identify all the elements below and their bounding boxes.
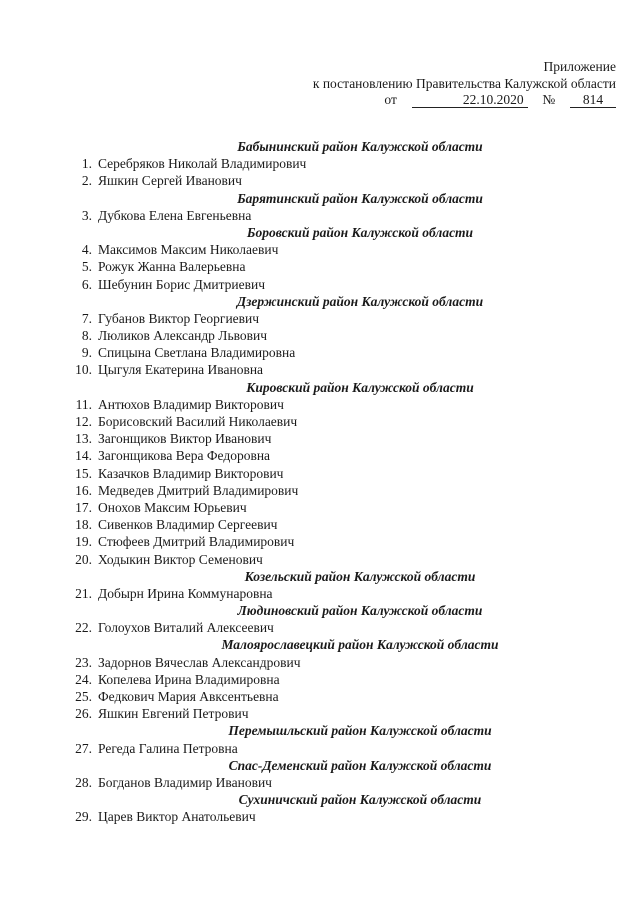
person-name: Богданов Владимир Иванович (98, 774, 272, 790)
item-number: 15. (75, 465, 92, 481)
list-item (0, 499, 640, 516)
list-item (0, 172, 640, 189)
district-heading: Козельский район Калужской области (244, 568, 476, 584)
list-item (0, 551, 640, 568)
item-number: 14. (75, 448, 92, 464)
person-name: Медведев Дмитрий Владимирович (98, 482, 299, 498)
item-number: 13. (75, 431, 92, 447)
list-item (0, 344, 640, 361)
person-name: Ходыкин Виктор Семенович (98, 551, 263, 567)
district-heading: Перемышльский район Калужской области (228, 723, 492, 739)
person-name: Стюфеев Дмитрий Владимирович (98, 534, 295, 550)
person-name: Онохов Максим Юрьевич (98, 499, 247, 515)
list-item (0, 361, 640, 378)
district-heading: Сухиничский район Калужской области (238, 792, 482, 808)
district-person-list (0, 138, 640, 826)
district-heading: Людиновский район Калужской области (237, 603, 483, 619)
list-item (0, 533, 640, 550)
list-item (0, 310, 640, 327)
list-item (0, 516, 640, 533)
appendix-title: Приложение (543, 59, 616, 74)
item-number: 1. (81, 156, 92, 172)
list-item (0, 585, 640, 602)
district-heading: Спас-Деменский район Калужской области (228, 757, 492, 773)
person-name: Задорнов Вячеслав Александрович (98, 654, 301, 670)
person-name: Рожук Жанна Валерьевна (98, 259, 246, 275)
list-item (0, 430, 640, 447)
from-label: от (384, 92, 397, 107)
item-number: 25. (75, 689, 92, 704)
item-number: 12. (75, 414, 92, 429)
person-name: Голоухов Виталий Алексеевич (98, 620, 274, 636)
person-name: Регеда Галина Петровна (98, 740, 238, 756)
person-name: Яшкин Евгений Петрович (98, 706, 249, 722)
list-item (0, 774, 640, 791)
item-number: 28. (75, 774, 92, 790)
list-item (0, 705, 640, 722)
item-number: 2. (81, 173, 92, 189)
person-name: Царев Виктор Анатольевич (98, 809, 256, 825)
item-number: 7. (81, 310, 92, 326)
person-name: Серебряков Николай Владимирович (98, 156, 307, 172)
resolution-number: 814 (570, 92, 616, 108)
item-number: 21. (75, 585, 92, 601)
list-item (0, 671, 640, 688)
list-item (0, 619, 640, 636)
list-item (0, 808, 640, 825)
list-item (0, 241, 640, 258)
list-item (0, 258, 640, 275)
item-number: 18. (75, 517, 92, 533)
person-name: Дубкова Елена Евгеньевна (98, 207, 252, 223)
district-heading: Боровский район Калужской области (246, 224, 474, 240)
person-name: Сивенков Владимир Сергеевич (98, 517, 278, 533)
item-number: 26. (75, 706, 92, 722)
district-heading: Малоярославецкий район Калужской области (221, 637, 499, 653)
item-number: 9. (81, 345, 92, 361)
item-number: 3. (81, 207, 92, 223)
list-item (0, 327, 640, 344)
district-heading: Кировский район Калужской области (246, 379, 474, 395)
district-heading: Дзержинский район Калужской области (236, 293, 484, 309)
list-item (0, 207, 640, 224)
person-name: Шебунин Борис Дмитриевич (98, 276, 266, 292)
item-number: 22. (75, 620, 92, 636)
item-number: 24. (75, 671, 92, 687)
list-item (0, 740, 640, 757)
person-name: Губанов Виктор Георгиевич (98, 310, 260, 326)
item-number: 29. (75, 809, 92, 825)
list-item (0, 654, 640, 671)
item-number: 20. (75, 551, 92, 567)
person-name: Спицына Светлана Владимировна (98, 345, 296, 361)
person-name: Казачков Владимир Викторович (98, 465, 284, 481)
person-name: Цыгуля Екатерина Ивановна (98, 362, 264, 378)
district-heading: Барятинский район Калужской области (237, 190, 483, 206)
item-number: 11. (75, 396, 92, 412)
number-label: № (542, 92, 556, 107)
item-number: 10. (75, 362, 92, 378)
person-name: Загонщиков Виктор Иванович (98, 431, 272, 447)
person-name: Копелева Ирина Владимировна (98, 671, 280, 687)
district-heading: Бабынинский район Калужской области (237, 139, 483, 154)
resolution-reference: к постановлению Правительства Калужской области (312, 75, 616, 91)
person-name: Загонщикова Вера Федоровна (98, 448, 271, 464)
item-number: 23. (75, 654, 92, 670)
list-item (0, 413, 640, 430)
document-header (313, 59, 616, 109)
list-item (0, 482, 640, 499)
list-item (0, 276, 640, 293)
person-name: Яшкин Сергей Иванович (98, 173, 242, 189)
item-number: 5. (81, 259, 92, 275)
list-item (0, 465, 640, 482)
list-item (0, 155, 640, 172)
item-number: 8. (81, 328, 92, 344)
person-name: Люликов Александр Львович (98, 328, 268, 344)
list-item (0, 447, 640, 464)
item-number: 6. (81, 276, 92, 292)
resolution-date: 22.10.2020 (412, 92, 528, 108)
person-name: Борисовский Василий Николаевич (98, 414, 298, 429)
item-number: 17. (75, 499, 92, 515)
list-item (0, 688, 640, 705)
item-number: 16. (75, 482, 92, 498)
list-item (0, 396, 640, 413)
item-number: 19. (75, 534, 92, 550)
person-name: Максимов Максим Николаевич (98, 242, 279, 258)
item-number: 27. (75, 740, 92, 756)
resolution-date-number (313, 92, 616, 109)
person-name: Добырн Ирина Коммунаровна (98, 585, 273, 601)
person-name: Антюхов Владимир Викторович (98, 396, 284, 412)
person-name: Федкович Мария Авксентьевна (98, 689, 279, 704)
item-number: 4. (81, 242, 92, 258)
